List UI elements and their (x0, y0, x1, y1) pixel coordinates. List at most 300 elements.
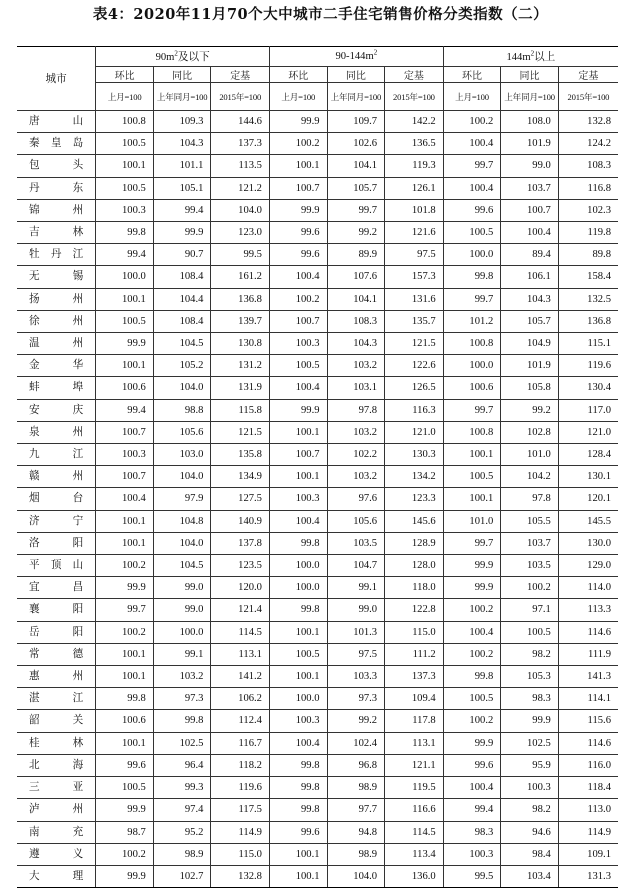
index-value: 104.0 (327, 865, 385, 887)
index-value: 100.1 (96, 666, 154, 688)
index-value: 99.6 (443, 754, 501, 776)
index-value: 105.6 (153, 421, 211, 443)
index-value: 119.6 (211, 777, 270, 799)
index-value: 104.0 (153, 466, 211, 488)
index-value: 158.4 (558, 266, 618, 288)
index-value: 99.9 (96, 865, 154, 887)
index-value: 103.5 (501, 555, 559, 577)
sub-header-yoy: 同比 (153, 67, 211, 83)
index-value: 100.4 (269, 732, 327, 754)
index-value: 95.2 (153, 821, 211, 843)
index-value: 98.2 (501, 643, 559, 665)
group-header-small: $90m^2$及以下 (96, 47, 270, 67)
index-value: 99.9 (443, 732, 501, 754)
index-value: 134.9 (211, 466, 270, 488)
index-value: 100.2 (443, 643, 501, 665)
index-value: 97.3 (153, 688, 211, 710)
index-value: 97.5 (385, 244, 444, 266)
index-value: 99.8 (269, 532, 327, 554)
index-value: 100.2 (443, 111, 501, 133)
index-value: 112.4 (211, 710, 270, 732)
index-value: 108.4 (153, 310, 211, 332)
index-value: 100.2 (96, 555, 154, 577)
base-header-mom: 上月=100 (96, 83, 154, 111)
index-value: 121.6 (385, 222, 444, 244)
city-name: 包头 (17, 155, 96, 177)
index-value: 100.1 (96, 532, 154, 554)
index-value: 100.5 (443, 688, 501, 710)
index-value: 104.4 (153, 288, 211, 310)
index-value: 104.7 (327, 555, 385, 577)
index-value: 123.5 (211, 555, 270, 577)
index-value: 128.9 (385, 532, 444, 554)
index-value: 97.4 (153, 799, 211, 821)
index-value: 98.4 (501, 843, 559, 865)
table-row (17, 510, 618, 532)
city-name: 济宁 (17, 510, 96, 532)
index-value: 123.3 (385, 488, 444, 510)
index-value: 141.2 (211, 666, 270, 688)
index-value: 100.1 (443, 444, 501, 466)
table-row (17, 532, 618, 554)
index-value: 99.9 (153, 222, 211, 244)
table-row (17, 355, 618, 377)
city-name: 扬州 (17, 288, 96, 310)
index-value: 111.9 (558, 643, 618, 665)
index-value: 100.3 (501, 777, 559, 799)
table-row (17, 710, 618, 732)
index-value: 117.0 (558, 399, 618, 421)
group-header-medium: $90-144m^2$ (269, 47, 443, 67)
index-value: 126.1 (385, 177, 444, 199)
index-value: 121.0 (558, 421, 618, 443)
index-value: 116.3 (385, 399, 444, 421)
index-value: 99.7 (96, 599, 154, 621)
index-value: 103.3 (327, 666, 385, 688)
index-value: 100.4 (269, 510, 327, 532)
index-value: 115.0 (385, 621, 444, 643)
city-name: 丹东 (17, 177, 96, 199)
index-value: 108.3 (558, 155, 618, 177)
index-value: 119.5 (385, 777, 444, 799)
index-value: 98.3 (501, 688, 559, 710)
index-value: 99.1 (153, 643, 211, 665)
sub-header-yoy: 同比 (501, 67, 559, 83)
index-value: 100.3 (96, 444, 154, 466)
index-value: 114.9 (558, 821, 618, 843)
index-value: 100.1 (269, 466, 327, 488)
price-index-table (17, 46, 618, 888)
index-value: 99.8 (153, 710, 211, 732)
index-value: 103.5 (327, 532, 385, 554)
index-value: 99.6 (443, 199, 501, 221)
index-value: 95.9 (501, 754, 559, 776)
index-value: 132.8 (558, 111, 618, 133)
index-value: 141.3 (558, 666, 618, 688)
index-value: 100.4 (269, 266, 327, 288)
index-value: 99.4 (153, 199, 211, 221)
index-value: 100.6 (96, 710, 154, 732)
index-value: 100.5 (96, 133, 154, 155)
index-value: 100.3 (269, 488, 327, 510)
index-value: 105.1 (153, 177, 211, 199)
city-name: 安庆 (17, 399, 96, 421)
index-value: 99.0 (501, 155, 559, 177)
index-value: 119.8 (558, 222, 618, 244)
city-name: 韶关 (17, 710, 96, 732)
index-value: 100.0 (96, 266, 154, 288)
index-value: 100.2 (269, 288, 327, 310)
index-value: 100.3 (443, 843, 501, 865)
index-value: 114.6 (558, 732, 618, 754)
index-value: 97.1 (501, 599, 559, 621)
index-value: 100.1 (96, 732, 154, 754)
index-value: 96.8 (327, 754, 385, 776)
index-value: 100.0 (269, 688, 327, 710)
table-row (17, 111, 618, 133)
city-name: 烟台 (17, 488, 96, 510)
index-value: 114.1 (558, 688, 618, 710)
index-value: 113.0 (558, 799, 618, 821)
index-value: 100.7 (96, 466, 154, 488)
index-value: 136.8 (211, 288, 270, 310)
table-title: 表4：2020年11月70个大中城市二手住宅销售价格分类指数（二） (92, 6, 549, 23)
index-value: 101.9 (501, 133, 559, 155)
index-value: 100.4 (443, 777, 501, 799)
table-row (17, 666, 618, 688)
table-row (17, 244, 618, 266)
index-value: 130.0 (558, 532, 618, 554)
index-value: 100.1 (96, 643, 154, 665)
city-name: 宜昌 (17, 577, 96, 599)
index-value: 114.5 (385, 821, 444, 843)
base-header-2015: 2015年=100 (385, 83, 444, 111)
index-value: 100.3 (269, 333, 327, 355)
index-value: 108.0 (501, 111, 559, 133)
index-value: 109.7 (327, 111, 385, 133)
table-row (17, 599, 618, 621)
index-value: 99.9 (96, 799, 154, 821)
index-value: 118.4 (558, 777, 618, 799)
index-value: 99.8 (269, 799, 327, 821)
index-value: 99.5 (443, 865, 501, 887)
index-value: 120.1 (558, 488, 618, 510)
group-header-large: $144m^2$以上 (443, 47, 618, 67)
index-value: 99.8 (443, 666, 501, 688)
index-value: 100.4 (269, 377, 327, 399)
index-value: 104.1 (327, 155, 385, 177)
index-value: 121.4 (211, 599, 270, 621)
index-value: 99.0 (153, 599, 211, 621)
index-value: 102.7 (153, 865, 211, 887)
index-value: 140.9 (211, 510, 270, 532)
index-value: 99.9 (96, 333, 154, 355)
index-value: 106.1 (501, 266, 559, 288)
index-value: 122.8 (385, 599, 444, 621)
city-name: 北海 (17, 754, 96, 776)
index-value: 100.3 (269, 710, 327, 732)
index-value: 115.6 (558, 710, 618, 732)
city-name: 南充 (17, 821, 96, 843)
table-row (17, 577, 618, 599)
index-value: 137.3 (211, 133, 270, 155)
index-value: 104.3 (153, 133, 211, 155)
city-name: 徐州 (17, 310, 96, 332)
index-value: 97.9 (153, 488, 211, 510)
index-value: 103.4 (501, 865, 559, 887)
city-name: 平顶山 (17, 555, 96, 577)
table-row (17, 843, 618, 865)
table-row (17, 799, 618, 821)
index-value: 99.8 (96, 222, 154, 244)
index-value: 99.8 (269, 599, 327, 621)
city-name: 泉州 (17, 421, 96, 443)
index-value: 119.6 (558, 355, 618, 377)
index-value: 120.0 (211, 577, 270, 599)
index-value: 113.1 (385, 732, 444, 754)
index-value: 99.9 (269, 399, 327, 421)
index-value: 116.7 (211, 732, 270, 754)
index-value: 139.7 (211, 310, 270, 332)
city-name: 无锡 (17, 266, 96, 288)
index-value: 99.8 (96, 688, 154, 710)
index-value: 137.8 (211, 532, 270, 554)
index-value: 100.5 (96, 177, 154, 199)
city-name: 惠州 (17, 666, 96, 688)
table-row (17, 643, 618, 665)
city-name: 牡丹江 (17, 244, 96, 266)
city-name: 襄阳 (17, 599, 96, 621)
table-row (17, 488, 618, 510)
index-value: 102.5 (501, 732, 559, 754)
index-value: 101.2 (443, 310, 501, 332)
table-row (17, 421, 618, 443)
index-value: 100.5 (443, 466, 501, 488)
index-value: 104.0 (153, 377, 211, 399)
index-value: 115.0 (211, 843, 270, 865)
index-value: 113.5 (211, 155, 270, 177)
index-value: 100.8 (96, 111, 154, 133)
index-value: 97.3 (327, 688, 385, 710)
table-row (17, 266, 618, 288)
index-value: 99.5 (211, 244, 270, 266)
table-row (17, 333, 618, 355)
index-value: 100.5 (269, 355, 327, 377)
index-value: 100.0 (153, 621, 211, 643)
index-value: 117.5 (211, 799, 270, 821)
index-value: 100.6 (443, 377, 501, 399)
table-row (17, 688, 618, 710)
base-header-2015: 2015年=100 (211, 83, 270, 111)
index-value: 103.2 (327, 466, 385, 488)
index-value: 100.5 (269, 643, 327, 665)
index-value: 94.8 (327, 821, 385, 843)
index-value: 99.7 (327, 199, 385, 221)
index-value: 104.5 (153, 555, 211, 577)
index-value: 100.0 (269, 555, 327, 577)
index-value: 99.4 (96, 244, 154, 266)
index-value: 90.7 (153, 244, 211, 266)
index-value: 99.4 (96, 399, 154, 421)
index-value: 136.5 (385, 133, 444, 155)
index-value: 109.4 (385, 688, 444, 710)
index-value: 89.4 (501, 244, 559, 266)
index-value: 99.2 (327, 710, 385, 732)
index-value: 104.3 (501, 288, 559, 310)
index-value: 100.2 (96, 843, 154, 865)
index-value: 97.6 (327, 488, 385, 510)
index-value: 96.4 (153, 754, 211, 776)
index-value: 131.9 (211, 377, 270, 399)
index-value: 144.6 (211, 111, 270, 133)
index-value: 99.7 (443, 155, 501, 177)
index-value: 100.1 (269, 421, 327, 443)
index-value: 101.0 (443, 510, 501, 532)
index-value: 105.2 (153, 355, 211, 377)
sub-header-mom: 环比 (269, 67, 327, 83)
index-value: 136.8 (558, 310, 618, 332)
base-header-yoy: 上年同月=100 (501, 83, 559, 111)
index-value: 101.8 (385, 199, 444, 221)
sub-header-mom: 环比 (443, 67, 501, 83)
index-value: 100.2 (443, 599, 501, 621)
index-value: 111.2 (385, 643, 444, 665)
index-value: 100.7 (269, 310, 327, 332)
index-value: 128.0 (385, 555, 444, 577)
index-value: 101.3 (327, 621, 385, 643)
index-value: 98.7 (96, 821, 154, 843)
index-value: 100.5 (96, 310, 154, 332)
index-value: 124.2 (558, 133, 618, 155)
index-value: 99.7 (443, 399, 501, 421)
index-value: 100.2 (443, 710, 501, 732)
index-value: 105.7 (501, 310, 559, 332)
index-value: 102.5 (153, 732, 211, 754)
index-value: 103.0 (153, 444, 211, 466)
table-row (17, 155, 618, 177)
sub-header-base: 定基 (558, 67, 618, 83)
base-header-mom: 上月=100 (443, 83, 501, 111)
index-value: 101.9 (501, 355, 559, 377)
index-value: 121.5 (211, 421, 270, 443)
index-value: 98.2 (501, 799, 559, 821)
table-row (17, 865, 618, 887)
city-name: 常德 (17, 643, 96, 665)
city-name: 吉林 (17, 222, 96, 244)
index-value: 119.3 (385, 155, 444, 177)
index-value: 115.1 (558, 333, 618, 355)
index-value: 116.6 (385, 799, 444, 821)
index-value: 130.3 (385, 444, 444, 466)
index-value: 102.8 (501, 421, 559, 443)
index-value: 114.5 (211, 621, 270, 643)
city-name: 金华 (17, 355, 96, 377)
index-value: 99.9 (443, 555, 501, 577)
index-value: 121.5 (385, 333, 444, 355)
index-value: 97.8 (501, 488, 559, 510)
index-value: 130.4 (558, 377, 618, 399)
table-row (17, 377, 618, 399)
city-name: 湛江 (17, 688, 96, 710)
index-value: 113.1 (211, 643, 270, 665)
index-value: 99.9 (501, 710, 559, 732)
index-value: 106.2 (211, 688, 270, 710)
index-value: 132.8 (211, 865, 270, 887)
index-value: 100.0 (443, 355, 501, 377)
index-value: 99.0 (327, 599, 385, 621)
sub-header-base: 定基 (385, 67, 444, 83)
table-row (17, 777, 618, 799)
index-value: 114.6 (558, 621, 618, 643)
city-name: 秦皇岛 (17, 133, 96, 155)
index-value: 100.1 (96, 510, 154, 532)
index-value: 105.8 (501, 377, 559, 399)
index-value: 97.7 (327, 799, 385, 821)
index-value: 105.7 (327, 177, 385, 199)
index-value: 99.2 (501, 399, 559, 421)
index-value: 104.1 (327, 288, 385, 310)
city-name: 洛阳 (17, 532, 96, 554)
index-value: 100.1 (269, 843, 327, 865)
index-value: 113.3 (558, 599, 618, 621)
sub-header-base: 定基 (211, 67, 270, 83)
table-row (17, 177, 618, 199)
index-value: 100.4 (443, 621, 501, 643)
index-value: 121.2 (211, 177, 270, 199)
index-value: 130.8 (211, 333, 270, 355)
index-value: 103.2 (153, 666, 211, 688)
index-value: 137.3 (385, 666, 444, 688)
index-value: 113.4 (385, 843, 444, 865)
index-value: 100.7 (269, 444, 327, 466)
index-value: 116.0 (558, 754, 618, 776)
index-value: 100.4 (443, 133, 501, 155)
index-value: 118.0 (385, 577, 444, 599)
index-value: 100.1 (96, 155, 154, 177)
index-value: 100.5 (501, 621, 559, 643)
index-value: 99.6 (96, 754, 154, 776)
index-value: 97.5 (327, 643, 385, 665)
index-value: 98.9 (327, 777, 385, 799)
index-value: 132.5 (558, 288, 618, 310)
index-value: 105.5 (501, 510, 559, 532)
index-value: 100.2 (269, 133, 327, 155)
index-value: 98.9 (327, 843, 385, 865)
index-value: 102.4 (327, 732, 385, 754)
index-value: 102.2 (327, 444, 385, 466)
index-value: 100.7 (96, 421, 154, 443)
index-value: 134.2 (385, 466, 444, 488)
city-name: 赣州 (17, 466, 96, 488)
index-value: 99.9 (443, 577, 501, 599)
index-value: 100.1 (269, 666, 327, 688)
table-row (17, 444, 618, 466)
table-row (17, 199, 618, 221)
index-value: 102.6 (327, 133, 385, 155)
index-value: 142.2 (385, 111, 444, 133)
index-value: 99.8 (269, 754, 327, 776)
index-value: 121.0 (385, 421, 444, 443)
index-value: 103.7 (501, 177, 559, 199)
table-body (17, 111, 618, 888)
city-name: 三亚 (17, 777, 96, 799)
index-value: 100.6 (96, 377, 154, 399)
index-value: 131.3 (558, 865, 618, 887)
index-value: 100.0 (269, 577, 327, 599)
index-value: 99.0 (153, 577, 211, 599)
city-name: 锦州 (17, 199, 96, 221)
city-name: 九江 (17, 444, 96, 466)
